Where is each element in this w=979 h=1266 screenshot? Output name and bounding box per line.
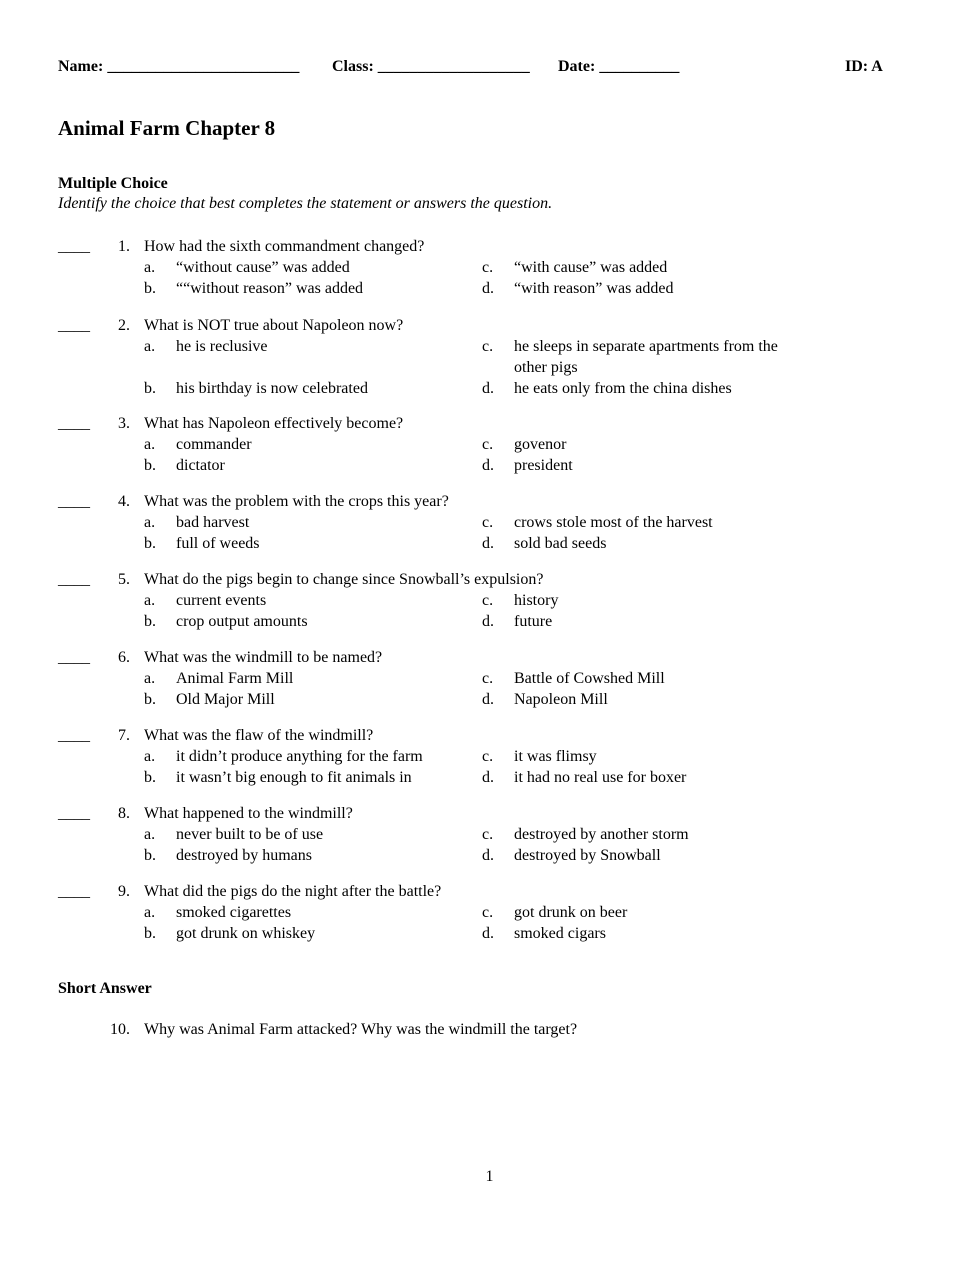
answer-blank[interactable]: ____	[58, 415, 90, 432]
option-c: got drunk on beer	[514, 904, 628, 921]
option-a: commander	[176, 436, 252, 453]
name-field: Name: ________________________	[58, 58, 300, 75]
option-d: sold bad seeds	[514, 535, 607, 552]
question-stem: What is NOT true about Napoleon now?	[144, 317, 404, 334]
option-letter-c: c.	[482, 436, 494, 453]
option-letter-b: b.	[144, 613, 156, 630]
option-letter-a: a.	[144, 670, 156, 687]
option-a: never built to be of use	[176, 826, 324, 843]
option-letter-c: c.	[482, 514, 494, 531]
question-number: 3.	[118, 415, 130, 432]
option-c: destroyed by another storm	[514, 826, 689, 843]
option-b: full of weeds	[176, 535, 260, 552]
option-letter-b: b.	[144, 380, 156, 397]
date-field: Date: __________	[558, 58, 680, 75]
page-number: 1	[485, 1168, 494, 1185]
question-number: 1.	[118, 238, 130, 255]
option-letter-b: b.	[144, 925, 156, 942]
option-a: he is reclusive	[176, 338, 268, 355]
option-d: he eats only from the china dishes	[514, 380, 732, 397]
option-letter-d: d.	[482, 769, 494, 786]
option-letter-a: a.	[144, 748, 156, 765]
option-letter-c: c.	[482, 748, 494, 765]
option-c: he sleeps in separate apartments from the other pigs	[514, 338, 778, 376]
option-letter-d: d.	[482, 280, 494, 297]
option-letter-d: d.	[482, 457, 494, 474]
option-c: it was flimsy	[514, 748, 597, 765]
option-letter-d: d.	[482, 613, 494, 630]
option-letter-b: b.	[144, 769, 156, 786]
answer-blank[interactable]: ____	[58, 571, 90, 588]
option-d: it had no real use for boxer	[514, 769, 687, 786]
option-d: “with reason” was added	[514, 280, 674, 297]
id-label: ID: A	[845, 58, 883, 75]
option-letter-c: c.	[482, 259, 494, 276]
option-letter-d: d.	[482, 380, 494, 397]
option-letter-a: a.	[144, 904, 156, 921]
question-stem: How had the sixth commandment changed?	[144, 238, 425, 255]
answer-blank[interactable]: ____	[58, 649, 90, 666]
question-number: 9.	[118, 883, 130, 900]
option-letter-a: a.	[144, 592, 156, 609]
option-b: it wasn’t big enough to fit animals in	[176, 769, 412, 786]
option-b: crop output amounts	[176, 613, 308, 630]
question-stem: What was the problem with the crops this year?	[144, 493, 449, 510]
answer-blank[interactable]: ____	[58, 238, 90, 255]
answer-blank[interactable]: ____	[58, 493, 90, 510]
option-c: govenor	[514, 436, 567, 453]
option-d: destroyed by Snowball	[514, 847, 661, 864]
option-letter-b: b.	[144, 457, 156, 474]
option-c: history	[514, 592, 559, 609]
question-stem: Why was Animal Farm attacked? Why was the windmill the target?	[144, 1021, 578, 1038]
option-c: crows stole most of the harvest	[514, 514, 713, 531]
option-a: “without cause” was added	[176, 259, 350, 276]
question-stem: What happened to the windmill?	[144, 805, 353, 822]
option-b: his birthday is now celebrated	[176, 380, 368, 397]
option-letter-c: c.	[482, 904, 494, 921]
option-a: bad harvest	[176, 514, 250, 531]
option-letter-b: b.	[144, 847, 156, 864]
option-letter-d: d.	[482, 847, 494, 864]
question-number: 7.	[118, 727, 130, 744]
option-b: Old Major Mill	[176, 691, 275, 708]
option-letter-c: c.	[482, 670, 494, 687]
option-b: ““without reason” was added	[176, 280, 364, 297]
option-letter-c: c.	[482, 592, 494, 609]
option-d: smoked cigars	[514, 925, 606, 942]
option-letter-b: b.	[144, 691, 156, 708]
option-letter-d: d.	[482, 535, 494, 552]
answer-blank[interactable]: ____	[58, 883, 90, 900]
question-number: 4.	[118, 493, 130, 510]
option-letter-a: a.	[144, 436, 156, 453]
option-c: Battle of Cowshed Mill	[514, 670, 665, 687]
option-letter-a: a.	[144, 259, 156, 276]
option-letter-b: b.	[144, 535, 156, 552]
option-letter-d: d.	[482, 691, 494, 708]
answer-blank[interactable]: ____	[58, 727, 90, 744]
option-b: got drunk on whiskey	[176, 925, 316, 942]
option-d: future	[514, 613, 553, 630]
answer-blank[interactable]: ____	[58, 805, 90, 822]
option-d: Napoleon Mill	[514, 691, 608, 708]
question-stem: What do the pigs begin to change since Snowball’s expulsion?	[144, 571, 544, 588]
option-a: it didn’t produce anything for the farm	[176, 748, 423, 765]
class-field: Class: ___________________	[332, 58, 530, 75]
option-d: president	[514, 457, 573, 474]
answer-blank[interactable]: ____	[58, 317, 90, 334]
option-letter-c: c.	[482, 338, 494, 355]
option-letter-c: c.	[482, 826, 494, 843]
question-number: 6.	[118, 649, 130, 666]
option-c: “with cause” was added	[514, 259, 668, 276]
question-stem: What was the flaw of the windmill?	[144, 727, 374, 744]
question-stem: What did the pigs do the night after the battle?	[144, 883, 442, 900]
option-a: smoked cigarettes	[176, 904, 292, 921]
instructions: Identify the choice that best completes the statement or answers the question.	[58, 195, 553, 212]
question-number: 8.	[118, 805, 130, 822]
option-a: current events	[176, 592, 267, 609]
option-letter-a: a.	[144, 338, 156, 355]
option-letter-b: b.	[144, 280, 156, 297]
multiple-choice-heading: Multiple Choice	[58, 175, 168, 192]
option-letter-d: d.	[482, 925, 494, 942]
question-number: 2.	[118, 317, 130, 334]
option-letter-a: a.	[144, 826, 156, 843]
question-number: 5.	[118, 571, 130, 588]
document-title: Animal Farm Chapter 8	[58, 116, 276, 140]
option-b: destroyed by humans	[176, 847, 312, 864]
option-a: Animal Farm Mill	[176, 670, 294, 687]
option-b: dictator	[176, 457, 225, 474]
question-stem: What was the windmill to be named?	[144, 649, 383, 666]
option-letter-a: a.	[144, 514, 156, 531]
question-stem: What has Napoleon effectively become?	[144, 415, 404, 432]
question-number: 10.	[110, 1021, 130, 1038]
short-answer-heading: Short Answer	[58, 980, 152, 997]
